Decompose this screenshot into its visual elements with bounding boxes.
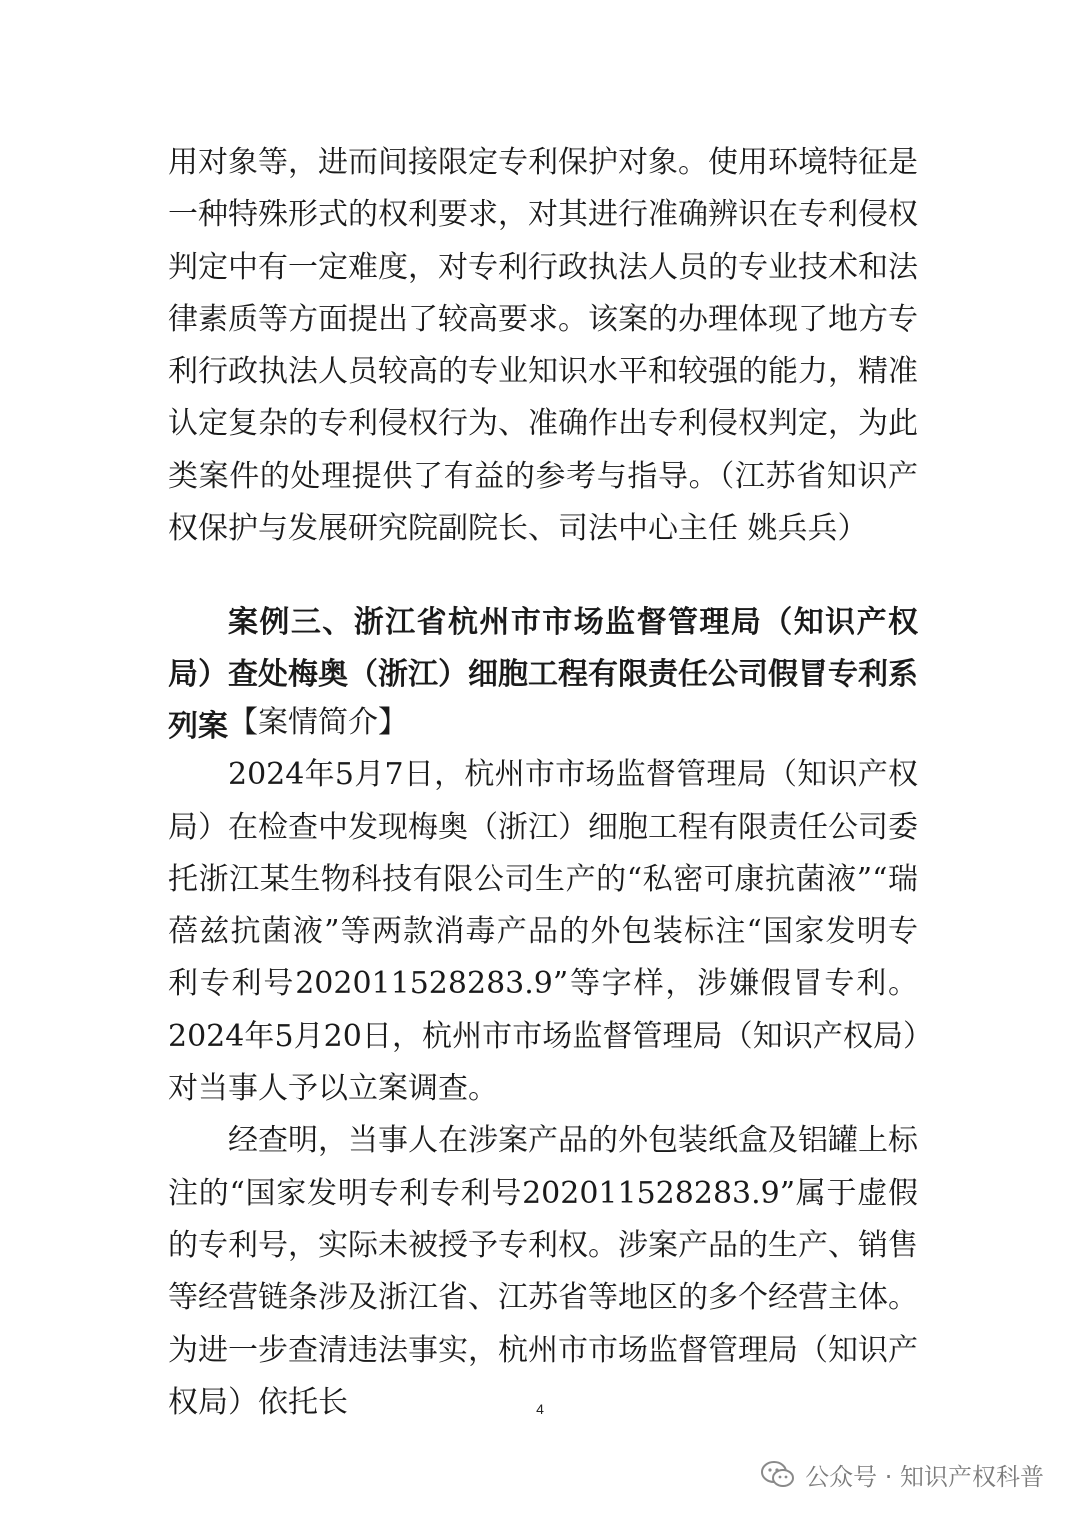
wechat-icon xyxy=(761,1460,795,1490)
top-text-block xyxy=(168,137,918,555)
section-label: 【案情简介】 xyxy=(228,705,408,740)
page-number: 4 xyxy=(536,1401,544,1417)
case-paragraph-2: 经查明，当事人在涉案产品的外包装纸盒及铝罐上标注的“国家发明专利专利号202011528283.9”属于虚假的专利号，实际未被授予专利权。涉案产品的生产、销售等经营链条涉及浙江省、江苏省等地区的多个经营主体。为进一步查清违法事实，杭州市市场监督管理局（知识产权局）依托长 xyxy=(168,1123,918,1420)
case-paragraph-1: 2024年5月7日，杭州市市场监督管理局（知识产权局）在检查中发现梅奥（浙江）细胞工程有限责任公司委托浙江某生物科技有限公司生产的“私密可康抗菌液”“瑞蓓兹抗菌液”等两款消毒产品的外包装标注“国家发明专利专利号202011528283.9”等字样，涉嫌假冒专利。2024年5月20日，杭州市市场监督管理局（知识产权局）对当事人予以立案调查。 xyxy=(168,757,918,1107)
case-body-block xyxy=(168,697,918,1429)
commentary-paragraph: 用对象等，进而间接限定专利保护对象。使用环境特征是一种特殊形式的权利要求，对其进行准确辨识在专利侵权判定中有一定难度，对专利行政执法人员的专业技术和法律素质等方面提出了较高要求。该案的办理体现了地方专利行政执法人员较高的专业知识水平和较强的能力，精准认定复杂的专利侵权行为、准确作出专利侵权判定，为此类案件的处理提供了有益的参考与指导。（江苏省知识产权保护与发展研究院副院长、司法中心主任 姚兵兵） xyxy=(168,145,918,547)
watermark-text: 公众号 · 知识产权科普 xyxy=(805,1463,1044,1491)
case-heading: 案例三、浙江省杭州市市场监督管理局（知识产权局）查处梅奥（浙江）细胞工程有限责任公司假冒专利系列案 xyxy=(168,605,918,744)
wechat-watermark xyxy=(761,1457,1044,1492)
